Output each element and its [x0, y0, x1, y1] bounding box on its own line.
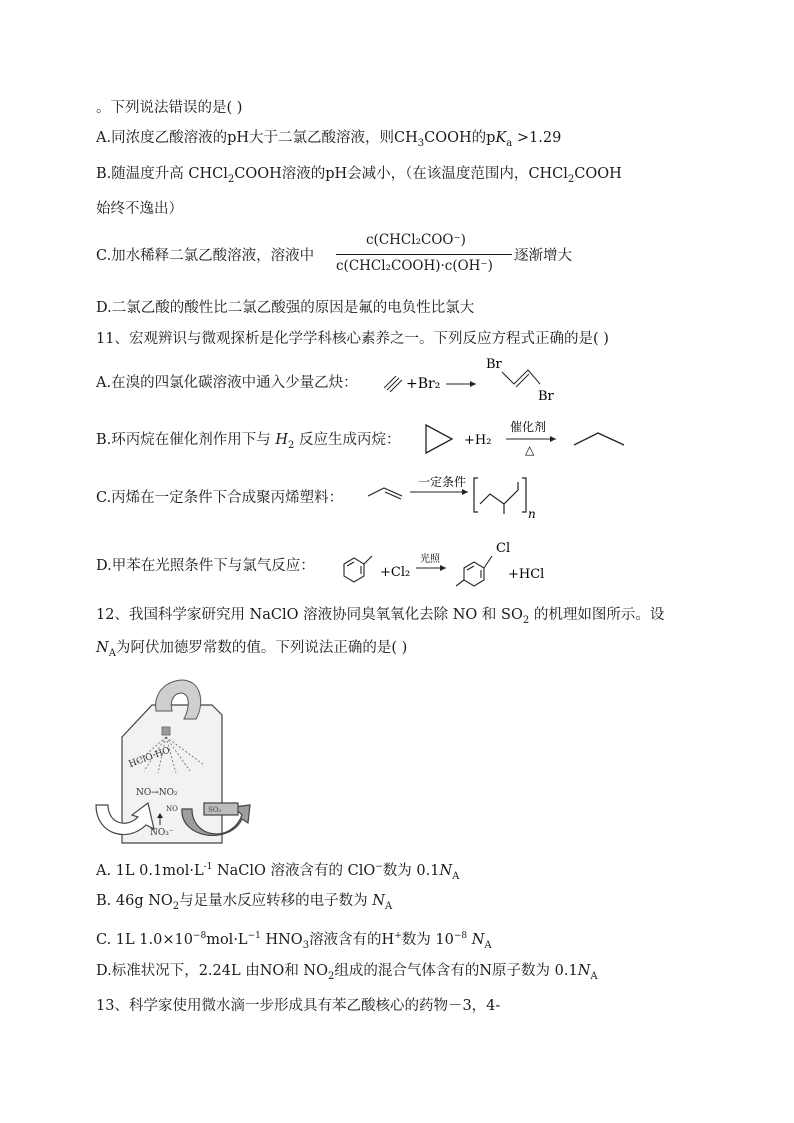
propane-icon [574, 433, 624, 445]
q11-b-plus: +H₂ [464, 433, 492, 448]
diagram-no3-label: NO₃⁻ [150, 828, 174, 838]
q12-c-mid: mol·L [206, 932, 248, 948]
q12-c-sup3: + [394, 931, 402, 941]
q12-mechanism-diagram [92, 675, 252, 847]
cyclopropane-icon [426, 425, 452, 453]
q11-c-cond: 一定条件 [418, 475, 467, 489]
q11-d-equation [332, 538, 562, 594]
q12-c-post: 溶液含有的H [309, 932, 395, 948]
dibromoethene-icon [502, 370, 540, 387]
diagram-no-no2-label: NO→NO₂ [136, 788, 178, 798]
q12-a-sup: -1 [203, 862, 213, 872]
q11-d-hcl: +HCl [508, 567, 545, 582]
q11-option-c-pre: C.丙烯在一定条件下合成聚丙烯塑料： [96, 490, 344, 506]
propene-icon [368, 488, 402, 499]
q12-d-pre: D.标准状况下，2.24L 由NO和 NO [96, 963, 328, 979]
q10-option-d: D.二氯乙酸的酸性比二氯乙酸强的原因是氟的电负性比氯大 [96, 300, 475, 316]
q11-b-cond-top: 催化剂 [510, 420, 547, 434]
q12-b-pre: B. 46g NO [96, 893, 173, 909]
q10-b-sub2: 2 [567, 174, 575, 185]
q12-c-sup4: −8 [453, 931, 468, 941]
arrow-icon [410, 489, 468, 495]
q12-line2 [96, 638, 407, 664]
q11-d-cond: 光照 [420, 554, 440, 565]
q12-c-sup: −8 [192, 931, 207, 941]
q10-option-c-post: 逐渐增大 [514, 248, 572, 264]
q12-a-post: 数为 0.1 [382, 863, 440, 879]
q10-option-b-line2: 始终不逸出） [96, 201, 183, 217]
q11-a-equation [382, 354, 562, 404]
q11-option-a-pre: A.在溴的四氯化碳溶液中通入少量乙炔： [96, 375, 358, 391]
q12-b-post: 与足量水反应转移的电子数为 [179, 893, 368, 909]
q12-c-post2: 数为 10 [401, 932, 454, 948]
q10-b-pre: B.随温度升高 [96, 166, 184, 182]
q11-d-cl: Cl [496, 541, 511, 556]
q10-a-text: A.同浓度乙酸溶液的pH大于二氯乙酸溶液，则 [96, 130, 395, 146]
q12-n-sub: A [108, 648, 116, 659]
chlorotoluene-icon [456, 556, 492, 586]
q12-b-n: N [372, 893, 385, 909]
q10-b-chcl2: CHCl [528, 166, 568, 182]
q10-a-pk: 的p [471, 130, 496, 146]
q12-b-nsub: A [384, 901, 393, 912]
q11-a-br2: Br [538, 389, 554, 404]
arrow-icon [446, 381, 476, 387]
q12-a-nsub: A [452, 871, 460, 882]
q12-so: SO [501, 607, 523, 623]
q12-b-sub: 2 [172, 901, 180, 912]
q11-b-sub: 2 [288, 440, 295, 451]
q12-line1-post: 的机理如图所示。设 [533, 607, 665, 623]
q11-a-plus: +Br₂ [406, 376, 441, 392]
q10-a-kasub: a [506, 138, 513, 149]
q12-so-sub: 2 [522, 615, 530, 626]
q10-option-a [96, 128, 561, 154]
q10-intro: 。下列说法错误的是( ) [96, 100, 243, 116]
q10-a-ka: K [495, 130, 507, 146]
q11-option-b-pre [96, 430, 401, 456]
fraction-bar [336, 254, 512, 255]
q10-a-sub: 3 [417, 138, 425, 149]
q12-c-pre: C. 1L 1.0×10 [96, 932, 193, 948]
q12-option-c [96, 926, 492, 956]
q12-line1-pre: 12、我国科学家研究用 NaClO 溶液协同臭氧氧化去除 NO 和 [96, 607, 497, 623]
arrow-icon [506, 436, 556, 442]
q10-option-b [96, 164, 622, 190]
q12-d-post: 组成的混合气体含有的N原子数为 0.1 [334, 963, 578, 979]
q12-n: N [96, 640, 109, 656]
q11-b-cond-bot: △ [525, 443, 535, 457]
toluene-icon [344, 556, 372, 582]
q11-b-post: 反应生成丙烷： [299, 432, 401, 448]
q12-c-hno: HNO [260, 932, 303, 948]
q12-a-mid: NaClO 溶液含有的 ClO [212, 863, 376, 879]
q12-option-b [96, 891, 392, 917]
q12-d-sub: 2 [328, 971, 335, 982]
q10-c-denominator: c(CHCl₂COOH)·c(OH⁻) [336, 258, 493, 274]
q10-c-fraction [336, 232, 512, 280]
q12-option-a [96, 857, 459, 887]
q11-b-pre: B.环丙烷在催化剂作用下与 [96, 432, 271, 448]
polypropylene-icon [474, 478, 526, 514]
q11-b-equation [420, 415, 635, 463]
q11-a-br1: Br [486, 357, 502, 372]
q11-d-plus: +Cl₂ [380, 565, 411, 580]
q12-c-n: N [471, 932, 485, 948]
q10-a-formula: CH [394, 130, 418, 146]
diagram-no-label: NO [166, 805, 178, 813]
q10-a-end: >1.29 [512, 130, 562, 146]
acetylene-icon [384, 376, 402, 392]
q12-line2-post: 为阿伏加德罗常数的值。下列说法正确的是( ) [115, 640, 408, 656]
q10-b-sub: 2 [227, 174, 235, 185]
q10-b-cooh: COOH溶液的pH会减小，（在该温度范围内， [234, 166, 529, 182]
q12-a-pre: A. 1L 0.1mol·L [96, 863, 204, 879]
q10-option-c-pre: C.加水稀释二氯乙酸溶液，溶液中 [96, 248, 315, 264]
q11-stem: 11、宏观辨识与微观探析是化学学科核心素养之一。下列反应方程式正确的是( ) [96, 331, 609, 347]
q12-c-sup2: −1 [247, 931, 261, 941]
q12-a-n: N [439, 863, 453, 879]
q12-a-sup2: − [375, 862, 383, 872]
q12-c-nsub: A [484, 940, 492, 951]
arrow-icon [416, 565, 446, 571]
diagram-so2-label: SO₂ [208, 806, 222, 814]
q12-d-nsub: A [590, 971, 598, 982]
q12-line1 [96, 605, 664, 631]
q13-stem: 13、科学家使用微水滴一步形成具有苯乙酸核心的药物－3，4- [96, 998, 501, 1014]
diagram-hclo-label: HClO·HO [127, 745, 172, 770]
q12-c-sub: 3 [302, 940, 310, 951]
q11-c-n: n [528, 507, 536, 521]
q10-b-chcl: CHCl [188, 166, 228, 182]
q12-d-n: N [577, 963, 591, 979]
q12-option-d [96, 961, 598, 987]
q10-a-cooh: COOH [424, 130, 472, 146]
q10-b-cooh2: COOH [574, 166, 622, 182]
q10-c-numerator: c(CHCl₂COO⁻) [366, 232, 466, 248]
q11-b-h: H [275, 432, 289, 448]
q11-option-d-pre: D.甲苯在光照条件下与氯气反应： [96, 558, 315, 574]
q11-c-equation [364, 470, 544, 522]
